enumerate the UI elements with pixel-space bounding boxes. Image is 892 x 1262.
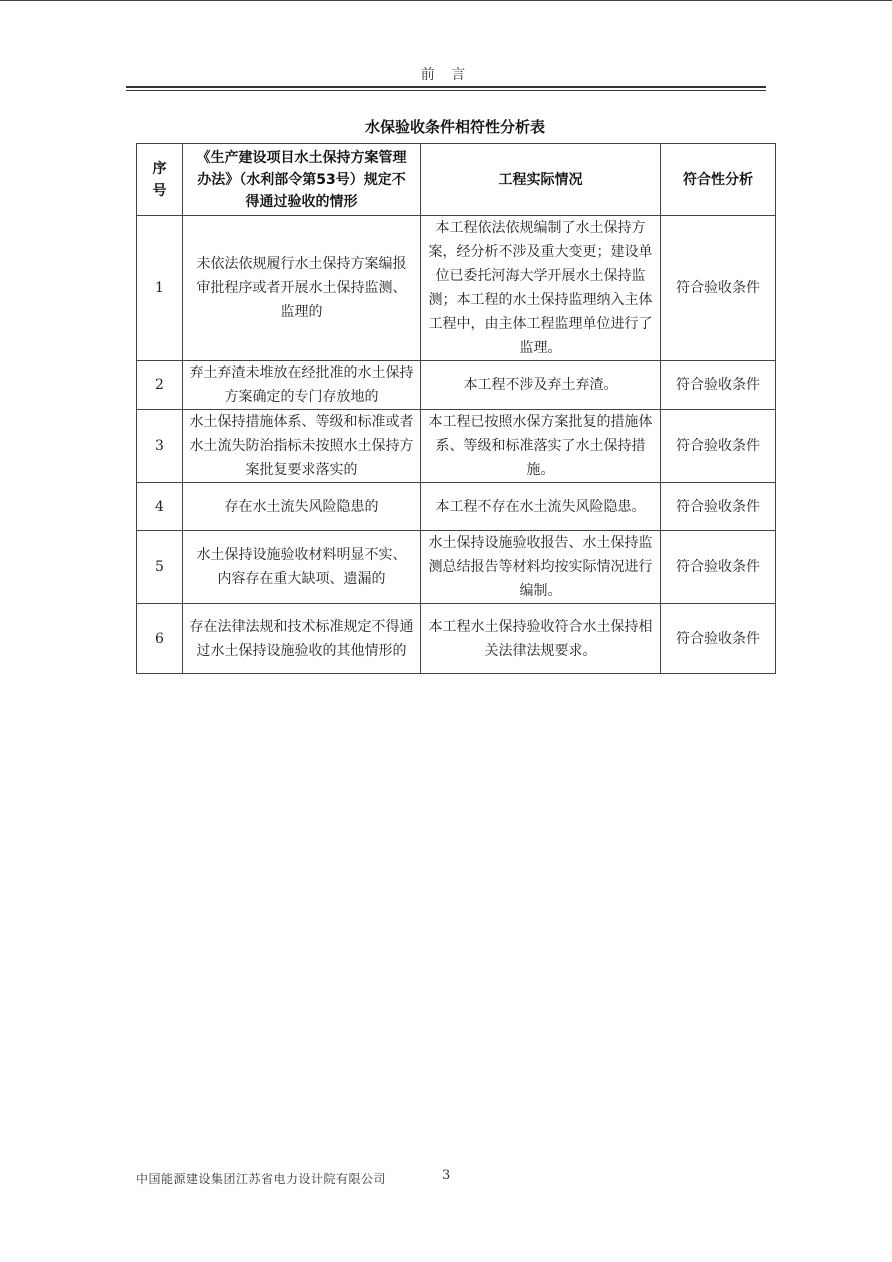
header-rule: 《生产建设项目水土保持方案管理办法》（水利部令第53号）规定不得通过验收的情形 bbox=[183, 144, 421, 216]
table-title: 水保验收条件相符性分析表 bbox=[364, 118, 545, 136]
table-row bbox=[137, 361, 776, 410]
row-no: 3 bbox=[137, 410, 183, 483]
row-result: 符合验收条件 bbox=[661, 410, 776, 483]
row-actual: 本工程依法依规编制了水土保持方案，经分析不涉及重大变更；建设单位已委托河海大学开展水土保持监测；本工程的水土保持监理纳入主体工程中，由主体工程监理单位进行了监理。 bbox=[421, 216, 661, 361]
row-actual: 本工程不涉及弃土弃渣。 bbox=[421, 361, 661, 410]
footer-company: 中国能源建设集团江苏省电力设计院有限公司 bbox=[136, 1172, 387, 1186]
row-result: 符合验收条件 bbox=[661, 483, 776, 531]
row-actual: 本工程不存在水土流失风险隐患。 bbox=[421, 483, 661, 531]
header-rule-thin bbox=[126, 90, 766, 91]
row-no: 6 bbox=[137, 604, 183, 674]
table-row bbox=[137, 216, 776, 361]
row-no: 4 bbox=[137, 483, 183, 531]
table-row bbox=[137, 483, 776, 531]
compliance-analysis-table bbox=[136, 143, 776, 674]
row-no: 5 bbox=[137, 531, 183, 604]
row-rule: 水土保持措施体系、等级和标准或者水土流失防治指标未按照水土保持方案批复要求落实的 bbox=[183, 410, 421, 483]
header-no: 序号 bbox=[137, 144, 183, 216]
header-rule-thick bbox=[126, 86, 766, 88]
page-header-title: 前 言 bbox=[420, 67, 472, 83]
row-actual: 水土保持设施验收报告、水土保持监测总结报告等材料均按实际情况进行编制。 bbox=[421, 531, 661, 604]
footer-page-number: 3 bbox=[442, 1168, 451, 1183]
row-result: 符合验收条件 bbox=[661, 531, 776, 604]
page-top-border bbox=[0, 0, 892, 1]
table-header-row bbox=[137, 144, 776, 216]
row-result: 符合验收条件 bbox=[661, 216, 776, 361]
row-rule: 水土保持设施验收材料明显不实、内容存在重大缺项、遗漏的 bbox=[183, 531, 421, 604]
row-rule: 存在水土流失风险隐患的 bbox=[183, 483, 421, 531]
header-actual: 工程实际情况 bbox=[421, 144, 661, 216]
row-rule: 弃土弃渣未堆放在经批准的水土保持方案确定的专门存放地的 bbox=[183, 361, 421, 410]
table-row bbox=[137, 410, 776, 483]
table-row bbox=[137, 531, 776, 604]
row-no: 2 bbox=[137, 361, 183, 410]
row-rule: 存在法律法规和技术标准规定不得通过水土保持设施验收的其他情形的 bbox=[183, 604, 421, 674]
row-result: 符合验收条件 bbox=[661, 361, 776, 410]
table-row bbox=[137, 604, 776, 674]
row-actual: 本工程已按照水保方案批复的措施体系、等级和标准落实了水土保持措施。 bbox=[421, 410, 661, 483]
row-result: 符合验收条件 bbox=[661, 604, 776, 674]
row-rule: 未依法依规履行水土保持方案编报审批程序或者开展水土保持监测、监理的 bbox=[183, 216, 421, 361]
header-result: 符合性分析 bbox=[661, 144, 776, 216]
row-actual: 本工程水土保持验收符合水土保持相关法律法规要求。 bbox=[421, 604, 661, 674]
row-no: 1 bbox=[137, 216, 183, 361]
